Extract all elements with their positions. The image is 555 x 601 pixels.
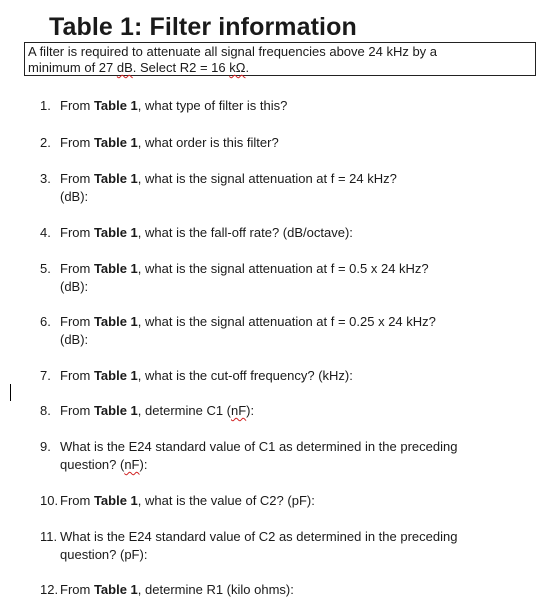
question-1: 1. From Table 1, what type of filter is this? (40, 98, 288, 113)
question-6: 6. From Table 1, what is the signal attenuation at f = 0.25 x 24 kHz? (dB): (40, 314, 436, 347)
question-11: 11. What is the E24 standard value of C2 as determined in the preceding question? (pF): (40, 529, 458, 562)
page-title: Table 1: Filter information (49, 13, 357, 41)
question-3: 3. From Table 1, what is the signal attenuation at f = 24 kHz? (dB): (40, 171, 397, 204)
question-10: 10. From Table 1, what is the value of C2? (pF): (40, 493, 315, 508)
question-4: 4. From Table 1, what is the fall-off rate? (dB/octave): (40, 225, 353, 240)
spellcheck-nf: nF (231, 403, 247, 418)
spellcheck-kohm: kΩ (229, 60, 246, 75)
question-8: 8. From Table 1, determine C1 (nF): (40, 403, 255, 418)
question-7: 7. From Table 1, what is the cut-off frequency? (kHz): (40, 368, 353, 383)
intro-line-1: A filter is required to attenuate all signal frequencies above 24 kHz by a (28, 44, 438, 59)
spellcheck-db: dB (116, 60, 133, 75)
question-5: 5. From Table 1, what is the signal attenuation at f = 0.5 x 24 kHz? (dB): (40, 261, 429, 294)
question-9: 9. What is the E24 standard value of C1 as determined in the preceding question? (nF): (40, 439, 458, 472)
question-12: 12. From Table 1, determine R1 (kilo ohms): (40, 582, 294, 597)
spellcheck-nf-2: nF (124, 457, 140, 472)
text-cursor (10, 384, 11, 401)
intro-textbox[interactable] (24, 42, 536, 76)
question-2: 2. From Table 1, what order is this filter? (40, 135, 279, 150)
intro-line-2: minimum of 27 dB. Select R2 = 16 kΩ. (28, 60, 250, 75)
